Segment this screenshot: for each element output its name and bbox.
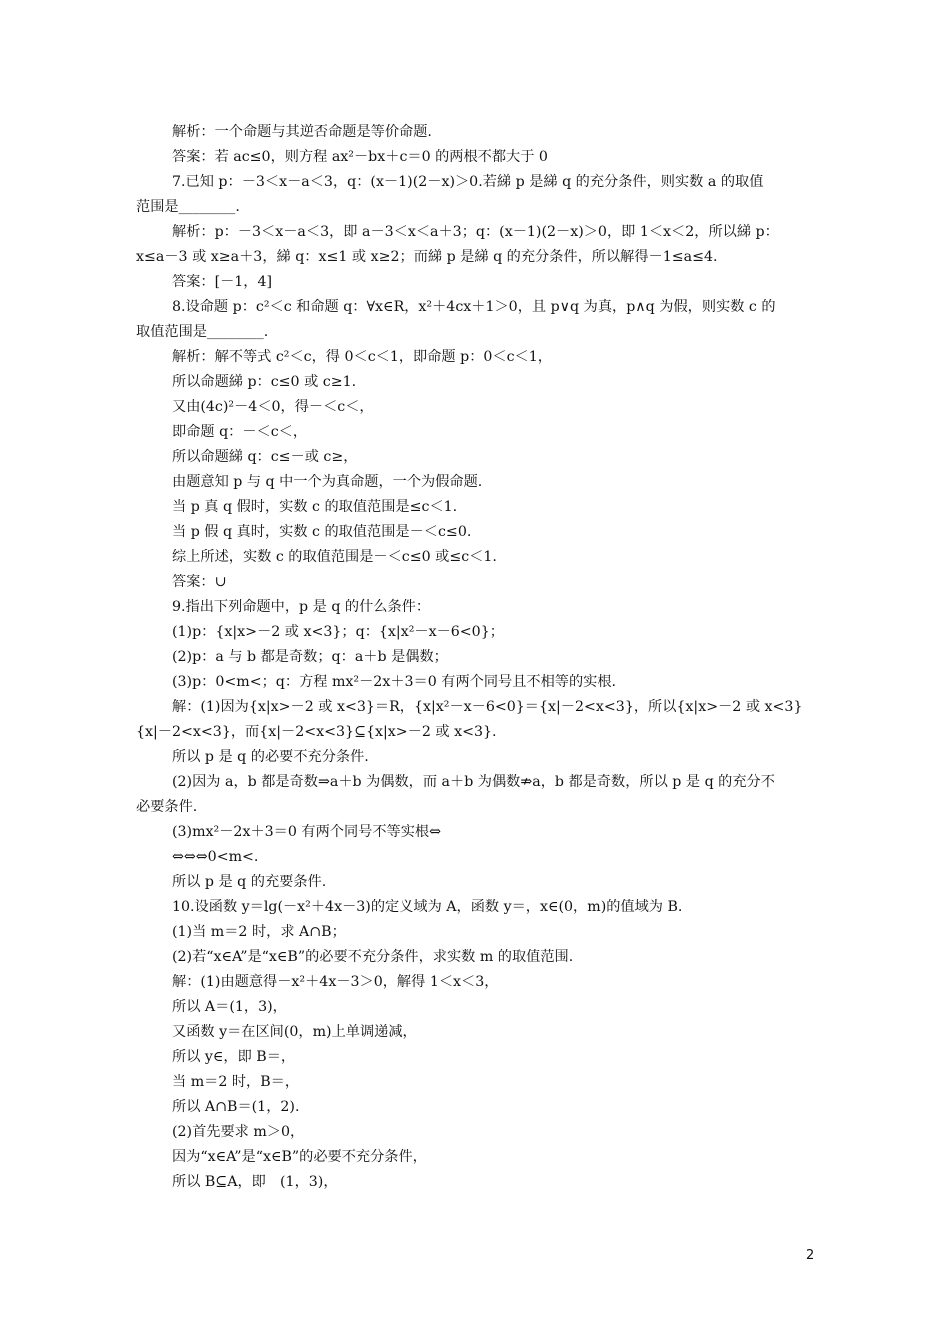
text-line: 解：(1)由题意得－x²＋4x－3＞0，解得 1＜x＜3，	[172, 974, 499, 990]
text-line: 9.指出下列命题中，p 是 q 的什么条件：	[172, 599, 431, 615]
text-line: 当 m＝2 时，B＝，	[172, 1074, 300, 1090]
text-line: 因为“x∈A”是“x∈B”的必要不充分条件，	[172, 1149, 427, 1165]
text-line: 所以 p 是 q 的必要不充分条件.	[172, 749, 369, 765]
text-line: 由题意知 p 与 q 中一个为真命题，一个为假命题.	[172, 474, 483, 490]
text-line: (2)因为 a，b 都是奇数⇒a＋b 为偶数，而 a＋b 为偶数⇏a，b 都是奇数，所以 p 是 q 的充分不	[172, 774, 775, 790]
text-line: x≤a－3 或 x≥a＋3，綈 q：x≤1 或 x≥2；而綈 p 是綈 q 的充分条件，所以解得－1≤a≤4.	[136, 249, 718, 265]
text-line: 当 p 真 q 假时，实数 c 的取值范围是≤c＜1.	[172, 499, 458, 515]
text-line: 解析：p：－3＜x－a＜3，即 a－3＜x＜a＋3；q：(x－1)(2－x)＞0，即 1＜x＜2，所以綈 p：	[172, 224, 779, 240]
text-line: (2)若“x∈A”是“x∈B”的必要不充分条件，求实数 m 的取值范围.	[172, 949, 574, 965]
text-line: (2)首先要求 m＞0，	[172, 1124, 305, 1140]
text-line: (3)p：0<m<；q：方程 mx²－2x＋3＝0 有两个同号且不相等的实根.	[172, 674, 617, 690]
text-line: 综上所述，实数 c 的取值范围是－＜c≤0 或≤c＜1.	[172, 549, 497, 565]
text-line: ⇔⇔⇔0<m<.	[172, 849, 259, 865]
text-line: 所以 p 是 q 的充要条件.	[172, 874, 327, 890]
text-line: 范围是________.	[136, 199, 240, 215]
text-line: 取值范围是________.	[136, 324, 269, 340]
text-line: 所以 y∈，即 B＝，	[172, 1049, 296, 1065]
text-line: 答案：[－1，4]	[172, 274, 273, 290]
text-line: 必要条件.	[136, 799, 198, 815]
text-line: 当 p 假 q 真时，实数 c 的取值范围是－＜c≤0.	[172, 524, 472, 540]
text-line: (1)p：{x|x>－2 或 x<3}；q：{x|x²－x－6<0}；	[172, 624, 504, 640]
text-line: (1)当 m＝2 时，求 A∩B；	[172, 924, 346, 940]
text-line: 7.已知 p：－3＜x－a＜3，q：(x－1)(2－x)＞0.若綈 p 是綈 q 的充分条件，则实数 a 的取值	[172, 174, 764, 190]
text-line: 即命题 q：－＜c＜，	[172, 424, 308, 440]
text-line: (3)mx²－2x＋3＝0 有两个同号不等实根⇔	[172, 824, 441, 840]
text-line: 所以 B⊆A，即 (1，3)，	[172, 1174, 338, 1190]
text-line: 所以 A＝(1，3)，	[172, 999, 287, 1015]
text-line: 又由(4c)²－4＜0，得－＜c＜，	[172, 399, 374, 415]
text-line: 10.设函数 y＝lg(－x²＋4x－3)的定义域为 A，函数 y＝，x∈(0，m)的值域为 B.	[172, 899, 683, 915]
text-line: {x|－2<x<3}，而{x|－2<x<3}⊆{x|x>－2 或 x<3}.	[136, 724, 497, 740]
text-line: (2)p：a 与 b 都是奇数；q：a＋b 是偶数；	[172, 649, 448, 665]
text-line: 所以 A∩B＝(1，2).	[172, 1099, 300, 1115]
text-line: 解析：一个命题与其逆否命题是等价命题.	[172, 124, 432, 140]
text-line: 所以命题綈 q：c≤－或 c≥，	[172, 449, 358, 465]
text-line: 所以命题綈 p：c≤0 或 c≥1.	[172, 374, 357, 390]
text-line: 解析：解不等式 c²＜c，得 0＜c＜1，即命题 p：0＜c＜1，	[172, 349, 552, 365]
text-line: 又函数 y＝在区间(0，m)上单调递减，	[172, 1024, 417, 1040]
text-line: 答案：若 ac≤0，则方程 ax²－bx＋c＝0 的两根不都大于 0	[172, 149, 548, 165]
text-line: 解：(1)因为{x|x>－2 或 x<3}＝R，{x|x²－x－6<0}＝{x|－2<x<3}，所以{x|x>－2 或 x<3}	[172, 699, 803, 715]
text-line: 答案：∪	[172, 574, 227, 590]
page-number: 2	[806, 1248, 815, 1263]
text-line: 8.设命题 p：c²＜c 和命题 q：∀x∈R，x²＋4cx＋1＞0，且 p∨q 为真，p∧q 为假，则实数 c 的	[172, 299, 776, 315]
